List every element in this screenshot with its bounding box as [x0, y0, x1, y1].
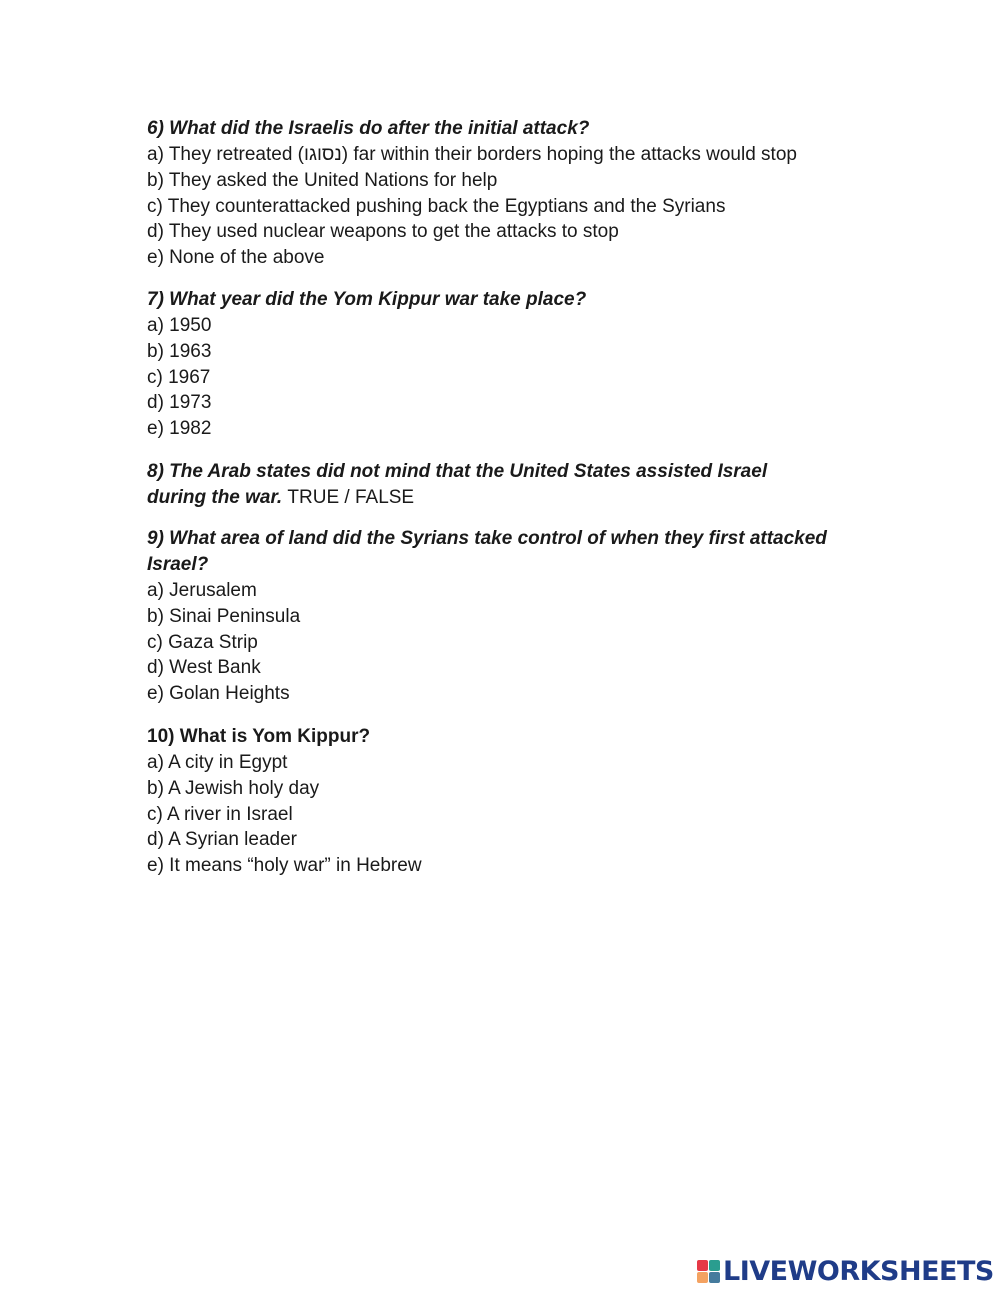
question-9-title: 9) What area of land did the Syrians take control of when they first attacked Israel?	[147, 528, 827, 575]
question-10-option-e: e) It means “holy war” in Hebrew	[147, 855, 422, 877]
question-6-option-b: b) They asked the United Nations for help	[147, 169, 498, 191]
question-10-option-a: a) A city in Egypt	[147, 752, 288, 773]
question-7-option-c: c) 1967	[147, 366, 211, 388]
question-8	[147, 459, 807, 511]
liveworksheets-logo[interactable]	[697, 1256, 994, 1286]
question-9-option-a: a) Jerusalem	[147, 580, 257, 601]
question-7-option-e: e) 1982	[147, 418, 212, 440]
question-6-title: 6) What did the Israelis do after the initial attack?	[147, 118, 590, 139]
question-9-option-e: e) Golan Heights	[147, 683, 290, 705]
question-6-option-d: d) They used nuclear weapons to get the attacks to stop	[147, 221, 619, 243]
question-6-option-a: a) They retreated (נסוגו) far within their borders hoping the attacks would stop	[147, 144, 797, 165]
question-10-option-c: c) A river in Israel	[147, 803, 293, 825]
question-7-option-a: a) 1950	[147, 315, 212, 336]
question-8-title: 8) The Arab states did not mind that the United States assisted Israel during the war. TRUE / FALSE	[147, 461, 768, 508]
true-false-answer[interactable]: TRUE / FALSE	[287, 487, 415, 508]
question-9-option-b: b) Sinai Peninsula	[147, 605, 301, 627]
question-9-option-d: d) West Bank	[147, 657, 261, 679]
question-10	[147, 724, 867, 879]
question-10-option-b: b) A Jewish holy day	[147, 777, 320, 799]
question-10-title: 10) What is Yom Kippur?	[147, 726, 371, 747]
question-9-option-c: c) Gaza Strip	[147, 631, 258, 653]
hebrew-word: נסוגו	[304, 144, 342, 165]
question-9	[147, 526, 862, 707]
question-7-option-b: b) 1963	[147, 340, 212, 362]
question-7-option-d: d) 1973	[147, 392, 212, 414]
question-7	[147, 287, 867, 442]
logo-mark-icon	[697, 1260, 720, 1283]
logo-text: LIVEWORKSHEETS	[723, 1255, 994, 1287]
question-6	[147, 116, 867, 271]
question-10-option-d: d) A Syrian leader	[147, 829, 297, 851]
question-6-option-c: c) They counterattacked pushing back the Egyptians and the Syrians	[147, 195, 726, 217]
question-7-title: 7) What year did the Yom Kippur war take place?	[147, 289, 587, 310]
question-6-option-e: e) None of the above	[147, 247, 325, 269]
